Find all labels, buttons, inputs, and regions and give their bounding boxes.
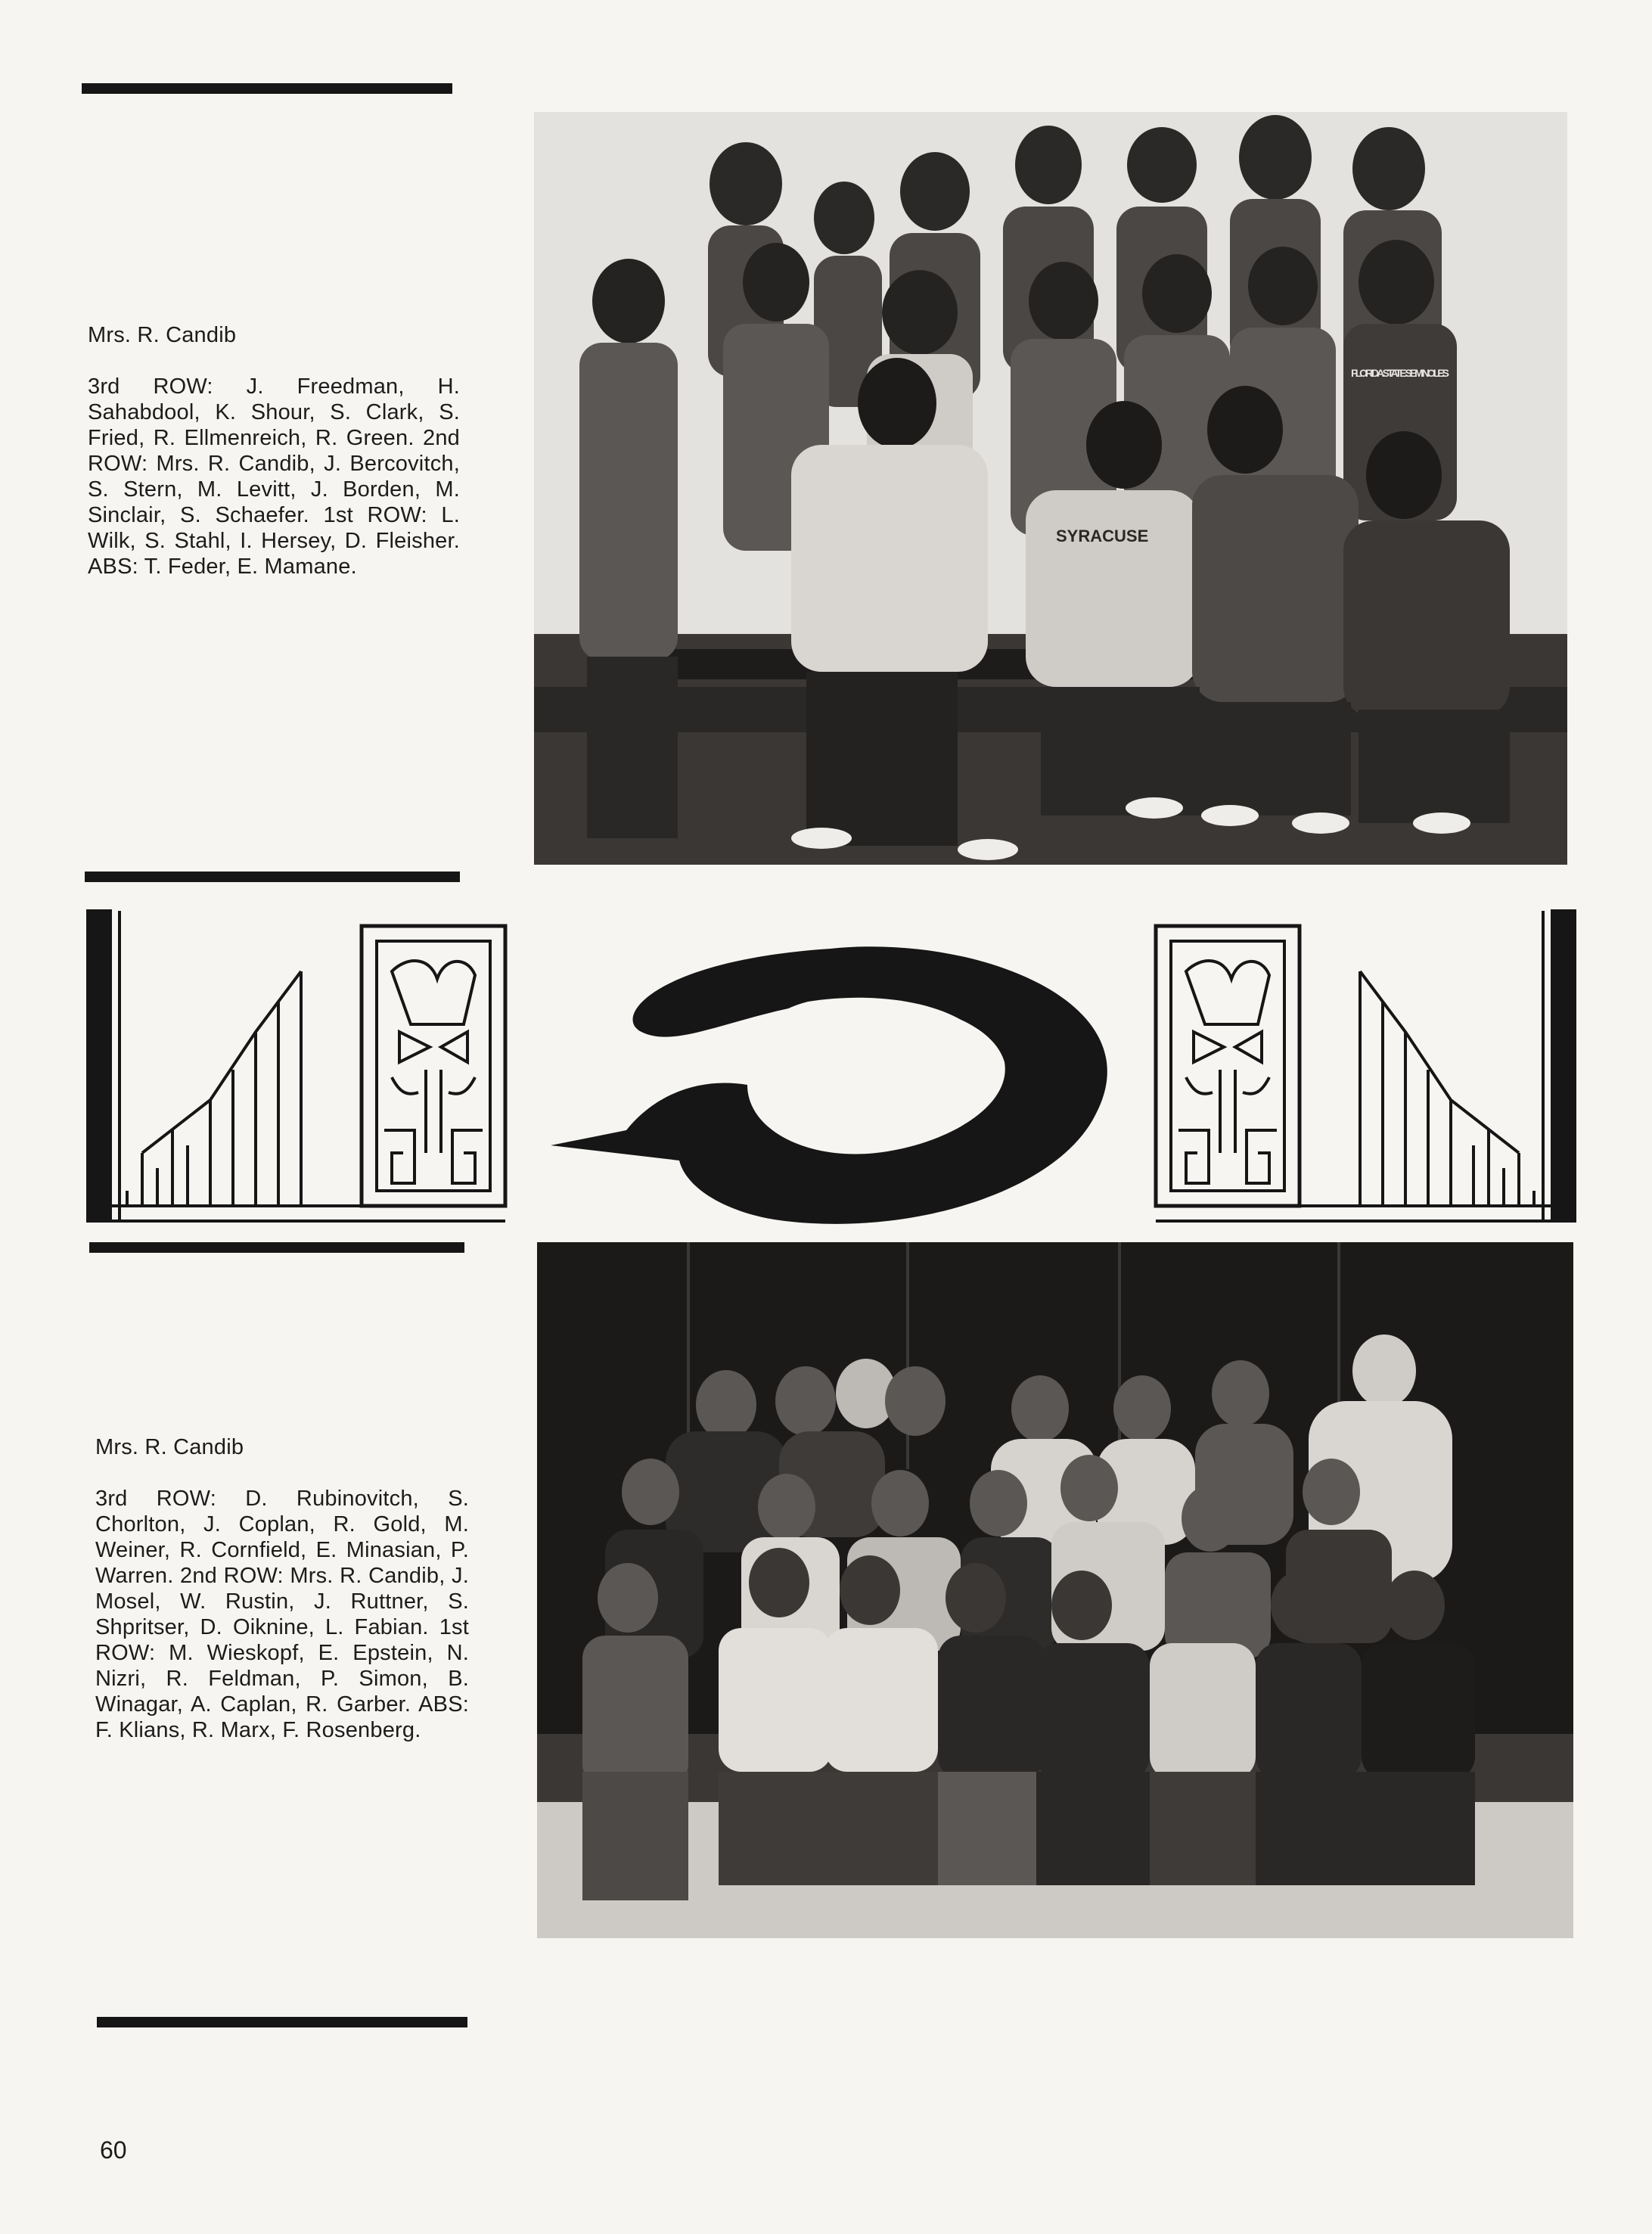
middle-rule-upper (85, 872, 460, 882)
middle-rule-lower (89, 1242, 464, 1253)
section-2-roster: 3rd ROW: D. Rubinovitch, S. Chorlton, J. Coplan, R. Gold, M. Weiner, R. Cornfield, E. Minasian, P. Warren. 2nd ROW: Mrs. R. Candib, J. Mosel, W. Rustin, J. Ruttner, S. Shpritser, D. Oiknine, L. Fabian. 1st ROW: M. Wieskopf, E. Epstein, N. Nizri, R. Feldman, P. Simon, B. Winagar, A. Caplan, R. Garber. ABS: F. Klians, R. Marx, F. Rosenberg. (95, 1487, 469, 1742)
bottom-rule (97, 2017, 467, 2027)
section-2-teacher: Mrs. R. Candib (95, 1435, 244, 1459)
top-rule (82, 83, 452, 94)
shirt-text-1: SYRACUSE (1056, 527, 1149, 545)
section-1-caption (88, 322, 460, 579)
page-number: 60 (100, 2136, 127, 2164)
group-photo-2 (537, 1242, 1573, 1938)
section-1-roster: 3rd ROW: J. Freedman, H. Sahabdool, K. Shour, S. Clark, S. Fried, R. Ellmenreich, R. Green. 2nd ROW: Mrs. R. Candib, J. Bercovitch, S. Stern, M. Levitt, J. Borden, M. Sinclair, S. Schaefer. 1st ROW: L. Wilk, S. Stahl, I. Hersey, D. Fleisher. ABS: T. Feder, E. Mamane. (88, 374, 460, 579)
class-banner (82, 903, 1579, 1236)
group-photo-1 (534, 112, 1567, 865)
section-1-teacher: Mrs. R. Candib (88, 323, 237, 347)
shirt-text-2: FLORIDA STATE SEMINOLES (1351, 367, 1449, 379)
section-2-caption (95, 1434, 469, 1743)
